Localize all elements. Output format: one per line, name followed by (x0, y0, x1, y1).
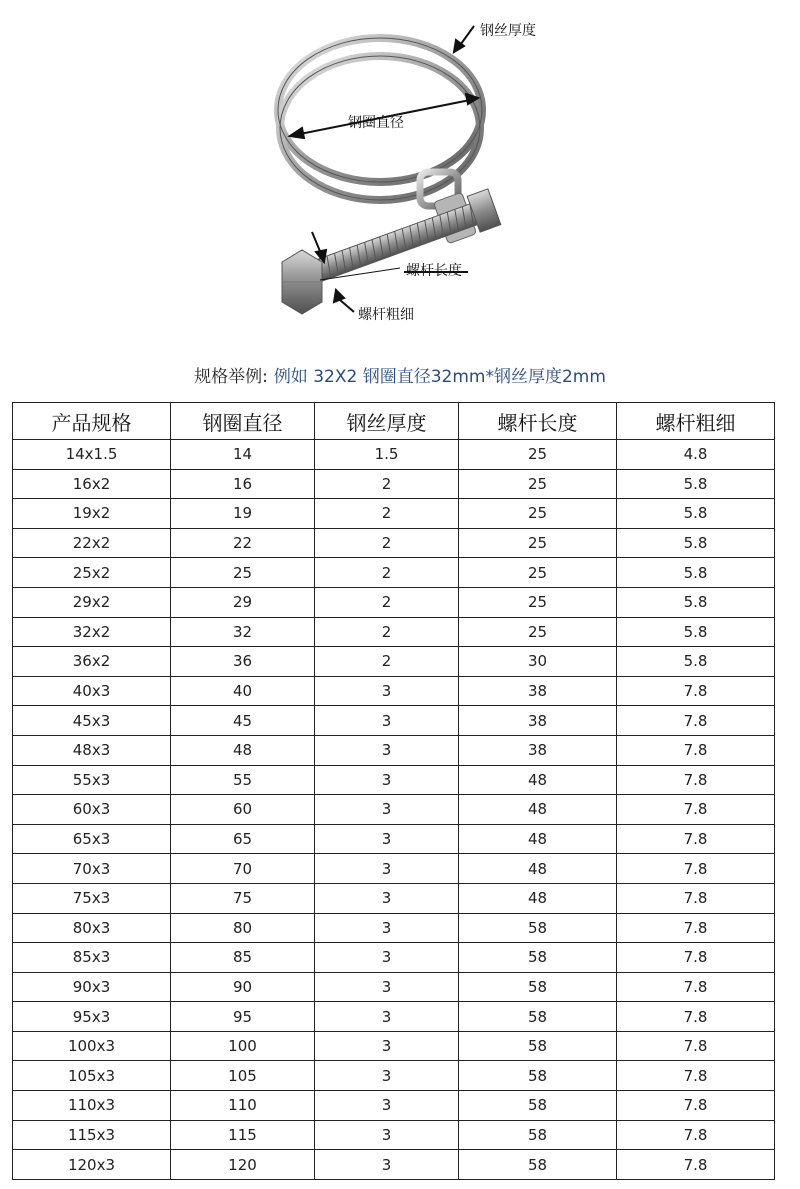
product-diagram (0, 0, 800, 340)
table-cell: 36 (171, 647, 315, 677)
table-cell: 40 (171, 676, 315, 706)
table-cell: 3 (315, 676, 459, 706)
table-cell: 7.8 (617, 913, 775, 943)
table-row (13, 972, 775, 1002)
table-row (13, 1150, 775, 1180)
table-row (13, 1120, 775, 1150)
table-cell: 3 (315, 943, 459, 973)
table-cell: 105 (171, 1061, 315, 1091)
table-cell: 7.8 (617, 676, 775, 706)
table-cell: 25x2 (13, 558, 171, 588)
ring-diameter-callout: 钢圈直径 (348, 115, 404, 131)
spec-table (12, 402, 775, 1180)
table-cell: 30 (459, 647, 617, 677)
table-cell: 3 (315, 1002, 459, 1032)
table-row (13, 943, 775, 973)
table-cell: 2 (315, 469, 459, 499)
table-cell: 7.8 (617, 943, 775, 973)
table-cell: 5.8 (617, 647, 775, 677)
table-cell: 3 (315, 883, 459, 913)
table-cell: 48x3 (13, 735, 171, 765)
table-cell: 3 (315, 735, 459, 765)
table-row (13, 469, 775, 499)
table-cell: 7.8 (617, 706, 775, 736)
table-cell: 7.8 (617, 795, 775, 825)
table-row (13, 1091, 775, 1121)
table-header-row (13, 403, 775, 440)
table-cell: 29 (171, 587, 315, 617)
table-cell: 3 (315, 824, 459, 854)
table-row (13, 795, 775, 825)
table-row (13, 558, 775, 588)
table-cell: 7.8 (617, 1031, 775, 1061)
table-cell: 36x2 (13, 647, 171, 677)
table-cell: 3 (315, 1061, 459, 1091)
table-cell: 19 (171, 499, 315, 529)
table-cell: 16 (171, 469, 315, 499)
hose-clamp-illustration (0, 0, 800, 340)
table-cell: 80 (171, 913, 315, 943)
table-cell: 3 (315, 795, 459, 825)
table-cell: 105x3 (13, 1061, 171, 1091)
table-cell: 55 (171, 765, 315, 795)
table-cell: 60 (171, 795, 315, 825)
table-cell: 7.8 (617, 883, 775, 913)
table-cell: 3 (315, 972, 459, 1002)
table-cell: 32x2 (13, 617, 171, 647)
table-cell: 2 (315, 647, 459, 677)
table-cell: 7.8 (617, 765, 775, 795)
table-cell: 25 (459, 440, 617, 470)
table-cell: 14 (171, 440, 315, 470)
table-cell: 48 (459, 883, 617, 913)
table-cell: 58 (459, 1091, 617, 1121)
table-cell: 3 (315, 1120, 459, 1150)
table-cell: 65 (171, 824, 315, 854)
table-cell: 70 (171, 854, 315, 884)
table-row (13, 1061, 775, 1091)
table-cell: 45 (171, 706, 315, 736)
table-row (13, 883, 775, 913)
table-body (13, 440, 775, 1180)
table-cell: 120x3 (13, 1150, 171, 1180)
table-cell: 65x3 (13, 824, 171, 854)
spec-example (0, 362, 800, 387)
table-cell: 5.8 (617, 499, 775, 529)
table-cell: 5.8 (617, 528, 775, 558)
table-cell: 3 (315, 1150, 459, 1180)
table-cell: 25 (459, 499, 617, 529)
table-cell: 58 (459, 972, 617, 1002)
table-row (13, 765, 775, 795)
table-cell: 95 (171, 1002, 315, 1032)
table-cell: 2 (315, 587, 459, 617)
table-cell: 40x3 (13, 676, 171, 706)
table-cell: 75x3 (13, 883, 171, 913)
example-text: 例如 32X2 钢圈直径32mm*钢丝厚度2mm (273, 367, 606, 387)
table-cell: 22x2 (13, 528, 171, 558)
table-cell: 25 (459, 587, 617, 617)
table-cell: 3 (315, 913, 459, 943)
table-row (13, 1002, 775, 1032)
table-cell: 38 (459, 706, 617, 736)
table-row (13, 587, 775, 617)
header-screw-thickness: 螺杆粗细 (617, 403, 775, 440)
header-wire-thickness: 钢丝厚度 (315, 403, 459, 440)
table-cell: 1.5 (315, 440, 459, 470)
table-cell: 7.8 (617, 1061, 775, 1091)
table-cell: 16x2 (13, 469, 171, 499)
table-cell: 2 (315, 499, 459, 529)
table-cell: 115x3 (13, 1120, 171, 1150)
table-cell: 115 (171, 1120, 315, 1150)
table-cell: 5.8 (617, 587, 775, 617)
table-row (13, 706, 775, 736)
table-cell: 110 (171, 1091, 315, 1121)
table-cell: 58 (459, 1031, 617, 1061)
table-cell: 7.8 (617, 1002, 775, 1032)
table-cell: 25 (459, 558, 617, 588)
table-row (13, 617, 775, 647)
table-cell: 7.8 (617, 854, 775, 884)
table-cell: 75 (171, 883, 315, 913)
table-cell: 25 (459, 528, 617, 558)
table-row (13, 913, 775, 943)
table-cell: 38 (459, 735, 617, 765)
table-row (13, 647, 775, 677)
table-cell: 58 (459, 1120, 617, 1150)
table-cell: 55x3 (13, 765, 171, 795)
table-cell: 90 (171, 972, 315, 1002)
table-cell: 29x2 (13, 587, 171, 617)
table-cell: 48 (459, 824, 617, 854)
table-cell: 100 (171, 1031, 315, 1061)
table-cell: 7.8 (617, 1091, 775, 1121)
table-cell: 2 (315, 528, 459, 558)
table-cell: 25 (459, 617, 617, 647)
table-cell: 120 (171, 1150, 315, 1180)
table-row (13, 824, 775, 854)
table-cell: 48 (459, 854, 617, 884)
table-cell: 58 (459, 1150, 617, 1180)
table-cell: 85 (171, 943, 315, 973)
table-row (13, 528, 775, 558)
table-cell: 22 (171, 528, 315, 558)
table-cell: 48 (459, 795, 617, 825)
header-ring-diameter: 钢圈直径 (171, 403, 315, 440)
table-cell: 5.8 (617, 469, 775, 499)
table-cell: 100x3 (13, 1031, 171, 1061)
table-cell: 3 (315, 1031, 459, 1061)
table-cell: 58 (459, 943, 617, 973)
table-cell: 14x1.5 (13, 440, 171, 470)
table-cell: 90x3 (13, 972, 171, 1002)
table-row (13, 854, 775, 884)
table-cell: 25 (171, 558, 315, 588)
table-row (13, 735, 775, 765)
table-cell: 4.8 (617, 440, 775, 470)
header-product-spec: 产品规格 (13, 403, 171, 440)
table-cell: 45x3 (13, 706, 171, 736)
table-cell: 3 (315, 765, 459, 795)
table-cell: 32 (171, 617, 315, 647)
screw-thickness-callout: 螺杆粗细 (358, 307, 414, 323)
table-cell: 7.8 (617, 1120, 775, 1150)
table-cell: 5.8 (617, 617, 775, 647)
example-label: 规格举例: (194, 367, 268, 387)
table-cell: 95x3 (13, 1002, 171, 1032)
table-cell: 60x3 (13, 795, 171, 825)
table-cell: 25 (459, 469, 617, 499)
table-row (13, 676, 775, 706)
table-cell: 7.8 (617, 1150, 775, 1180)
table-cell: 3 (315, 1091, 459, 1121)
screw-length-callout: 螺杆长度 (406, 263, 462, 279)
wire-thickness-callout: 钢丝厚度 (480, 23, 536, 39)
table-cell: 80x3 (13, 913, 171, 943)
table-cell: 7.8 (617, 824, 775, 854)
table-cell: 19x2 (13, 499, 171, 529)
table-cell: 58 (459, 1061, 617, 1091)
table-cell: 70x3 (13, 854, 171, 884)
table-cell: 2 (315, 558, 459, 588)
table-cell: 3 (315, 706, 459, 736)
table-row (13, 499, 775, 529)
table-cell: 48 (171, 735, 315, 765)
table-cell: 38 (459, 676, 617, 706)
table-cell: 58 (459, 913, 617, 943)
table-row (13, 440, 775, 470)
table-cell: 48 (459, 765, 617, 795)
table-cell: 5.8 (617, 558, 775, 588)
table-cell: 85x3 (13, 943, 171, 973)
table-cell: 58 (459, 1002, 617, 1032)
table-cell: 7.8 (617, 972, 775, 1002)
table-cell: 7.8 (617, 735, 775, 765)
table-row (13, 1031, 775, 1061)
header-screw-length: 螺杆长度 (459, 403, 617, 440)
table-cell: 3 (315, 854, 459, 884)
table-cell: 110x3 (13, 1091, 171, 1121)
table-cell: 2 (315, 617, 459, 647)
